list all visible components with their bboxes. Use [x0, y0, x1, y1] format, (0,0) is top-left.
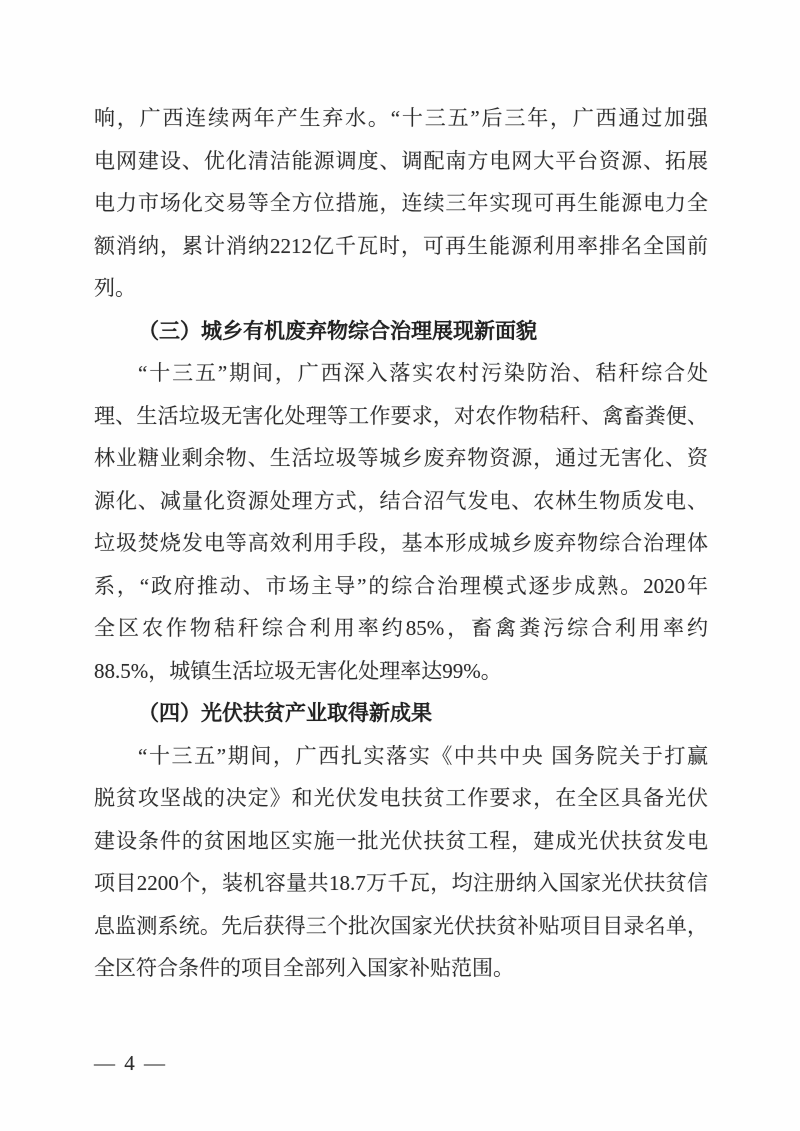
text-line: 响，广西连续两年产生弃水。“十三五”后三年，广西通过加强 [94, 106, 708, 130]
text-line: 垃圾焚烧发电等高效利用手段，基本形成城乡废弃物综合治理体 [94, 531, 708, 555]
text-line: 系，“政府推动、市场主导”的综合治理模式逐步成熟。2020年 [94, 573, 708, 598]
text-line: 列。 [94, 276, 136, 300]
text-line: 建设条件的贫困地区实施一批光伏扶贫工程，建成光伏扶贫发电 [94, 828, 708, 853]
text-line: “十三五”期间，广西扎实落实《中共中央 国务院关于打赢 [138, 743, 708, 768]
text-line: 源化、减量化资源处理方式，结合沼气发电、农林生物质发电、 [94, 488, 708, 513]
text-line: 林业糖业剩余物、生活垃圾等城乡废弃物资源，通过无害化、资 [94, 446, 708, 470]
section-heading-4: （四）光伏扶贫产业取得新成果 [138, 701, 432, 725]
section-heading-3: （三）城乡有机废弃物综合治理展现新面貌 [138, 318, 537, 343]
text-line: 全区符合条件的项目全部列入国家补贴范围。 [94, 956, 514, 980]
page-body-text [94, 97, 708, 990]
text-line: 脱贫攻坚战的决定》和光伏发电扶贫工作要求，在全区具备光伏 [94, 786, 708, 810]
page-number: — 4 — [94, 1051, 167, 1075]
text-line: 电网建设、优化清洁能源调度、调配南方电网大平台资源、拓展 [94, 148, 708, 173]
text-line: 项目2200个，装机容量共18.7万千瓦，均注册纳入国家光伏扶贫信 [94, 871, 708, 895]
text-line: “十三五”期间，广西深入落实农村污染防治、秸秆综合处 [138, 361, 708, 385]
text-line: 理、生活垃圾无害化处理等工作要求，对农作物秸秆、禽畜粪便、 [94, 403, 708, 428]
text-line: 88.5%，城镇生活垃圾无害化处理率达99%。 [94, 658, 502, 683]
text-line: 息监测系统。先后获得三个批次国家光伏扶贫补贴项目目录名单， [94, 913, 708, 938]
text-line: 电力市场化交易等全方位措施，连续三年实现可再生能源电力全 [94, 191, 708, 215]
text-line: 全区农作物秸秆综合利用率约85%，畜禽粪污综合利用率约 [94, 616, 708, 640]
text-line: 额消纳，累计消纳2212亿千瓦时，可再生能源利用率排名全国前 [94, 233, 708, 258]
